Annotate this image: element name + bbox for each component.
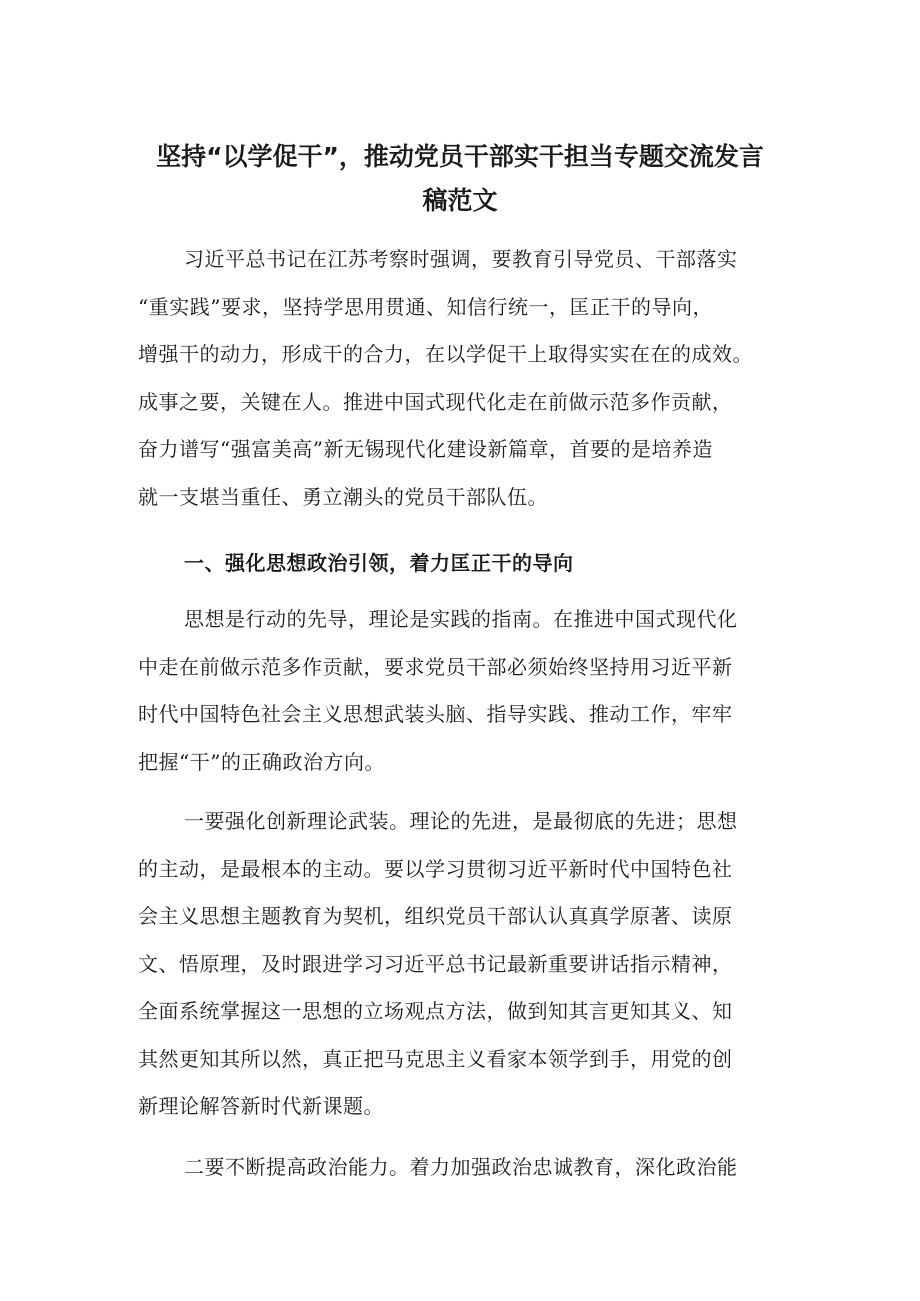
intro-paragraph [138,236,778,521]
text-line: 思想是行动的先导，理论是实践的指南。在推进中国式现代化 [184,607,738,631]
text-line: 奋力谱写“强富美高”新无锡现代化建设新篇章，首要的是培养造 [138,437,713,461]
body-paragraph [138,596,778,786]
text-line: 的主动，是最根本的主动。要以学习贯彻习近平新时代中国特色社 [138,856,733,881]
text-line: 习近平总书记在江苏考察时强调，要教育引导党员、干部落实 [184,247,738,271]
text-line: 新理论解答新时代新课题。 [138,1094,384,1118]
text-line: 一要强化创新理论武装。理论的先进，是最彻底的先进；思想 [184,809,738,833]
body-paragraph [138,1144,778,1192]
text-line: 就一支堪当重任、勇立潮头的党员干部队伍。 [138,484,548,509]
document-title-continued: 稿范文 [422,186,498,215]
text-line: 其然更知其所以然，真正把马克思主义看家本领学到手，用党的创 [138,1046,733,1071]
text-line: 会主义思想主题教育为契机，组织党员干部认认真真学原著、读原 [138,904,733,928]
text-line: “重实践”要求，坚持学思用贯通、知信行统一，匡正干的导向， [138,294,713,319]
text-line: 增强干的动力，形成干的合力，在以学促干上取得实实在在的成效。 [138,342,753,366]
text-line: 二要不断提高政治能力。着力加强政治忠诚教育，深化政治能 [184,1155,738,1179]
text-line: 中走在前做示范多作贡献，要求党员干部必须始终坚持用习近平新 [138,654,733,679]
document-title: 坚持“以学促干”，推动党员干部实干担当专题交流发言 [156,142,764,171]
text-line: 把握“干”的正确政治方向。 [138,749,385,774]
text-line: 成事之要，关键在人。推进中国式现代化走在前做示范多作贡献， [138,389,733,414]
body-paragraph [138,798,778,1131]
text-line: 全面系统掌握这一思想的立场观点方法，做到知其言更知其义、知 [138,999,733,1023]
text-line: 文、悟原理，及时跟进学习习近平总书记最新重要讲话指示精神， [138,951,733,976]
text-line: 时代中国特色社会主义思想武装头脑、指导实践、推动工作，牢牢 [138,702,733,726]
section-heading: 一、强化思想政治引领，着力匡正干的导向 [184,551,574,575]
